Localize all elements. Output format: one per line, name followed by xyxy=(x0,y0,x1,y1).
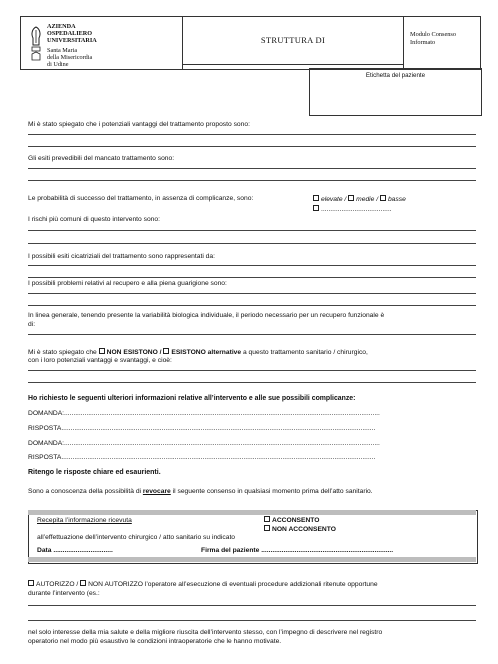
consent-box-bottom-band xyxy=(28,557,476,562)
effettuazione-text: all’effettuazione dell’intervento chirurgico / atto sanitario su indicato xyxy=(37,534,236,541)
authorize-separator: / xyxy=(76,581,79,588)
autorizzo-label: AUTORIZZO xyxy=(36,581,75,588)
probability-options: elevate / medie / basse xyxy=(313,195,406,204)
module-line: Modulo Consenso xyxy=(410,31,457,38)
answer-line[interactable] xyxy=(28,605,476,606)
date-field[interactable]: Data ................................ xyxy=(37,547,113,554)
revoke-statement xyxy=(28,488,373,496)
logo-line: di Udine xyxy=(47,61,69,68)
module-line: Informato xyxy=(410,39,436,46)
structure-fill-line xyxy=(183,64,403,65)
answer-line[interactable] xyxy=(28,334,476,335)
answer-line[interactable] xyxy=(28,146,476,147)
final-statement: nel solo interesse della mia salute e della migliore riuscita dell’intervento stesso, con l’impegno di descrivere nel registro xyxy=(28,629,383,636)
alt-prefix: Mi è stato spiegato che xyxy=(28,349,97,356)
alt-suffix: a questo trattamento sanitario / chirurgico, xyxy=(242,349,368,356)
elevate-checkbox[interactable] xyxy=(313,195,319,201)
revoke-suffix: il seguente consenso in qualsiasi momento prima dell’atto sanitario. xyxy=(172,488,373,495)
success-probability-question: Le probabilità di successo del trattamento, in assenza di complicanze, sono: xyxy=(28,195,254,202)
additional-info-heading: Ho richiesto le seguenti ulteriori informazioni relative all’intervento e alle sue possibili complicanze: xyxy=(28,395,356,402)
authorize-line xyxy=(28,580,378,589)
consent-box-top-band xyxy=(28,510,476,515)
advantages-question: Mi è stato spiegato che i potenziali vantaggi del trattamento proposto sono: xyxy=(28,121,250,128)
acconsento-checkbox[interactable] xyxy=(264,516,270,522)
non-esistono-checkbox[interactable] xyxy=(99,348,105,354)
probability-other xyxy=(313,205,392,214)
answer-line[interactable] xyxy=(28,134,476,135)
esistono-checkbox[interactable] xyxy=(163,348,169,354)
logo-line: della Misericordia xyxy=(47,54,93,61)
received-info-label: Recepita l’informazione ricevuta xyxy=(37,517,132,524)
risposta-row[interactable]: RISPOSTA......................................................................................................................................................................... xyxy=(28,425,376,432)
revoke-word: revocare xyxy=(142,488,171,495)
answer-line[interactable] xyxy=(28,620,476,621)
risks-question: I rischi più comuni di questo intervento sono: xyxy=(28,216,160,223)
non-autorizzo-label: NON AUTORIZZO xyxy=(88,581,143,588)
patient-signature-field[interactable]: Firma del paziente ....................................................................... xyxy=(201,547,394,554)
acconsento-label: ACCONSENTO xyxy=(272,517,320,524)
other-checkbox[interactable] xyxy=(313,205,319,211)
authorize-line-2: durante l’intervento (es.: xyxy=(28,590,100,597)
answer-line[interactable] xyxy=(28,370,476,371)
basse-checkbox[interactable] xyxy=(380,195,386,201)
medie-label: medie xyxy=(356,196,375,203)
logo-line: AZIENDA xyxy=(47,23,76,30)
patient-label-caption: Etichetta del paziente xyxy=(365,72,426,79)
elevate-label: elevate xyxy=(321,196,343,203)
medie-checkbox[interactable] xyxy=(348,195,354,201)
answer-line[interactable] xyxy=(28,230,476,231)
alternatives-line xyxy=(28,348,368,357)
logo-line: Santa Maria xyxy=(47,47,78,54)
patient-label-box[interactable] xyxy=(309,68,482,116)
form-header xyxy=(20,16,480,114)
alt-separator: / xyxy=(159,349,162,356)
non-autorizzo-checkbox[interactable] xyxy=(80,580,86,586)
logo-text xyxy=(47,23,97,68)
risposta-row[interactable]: RISPOSTA......................................................................................................................................................................... xyxy=(28,454,376,461)
basse-label: basse xyxy=(387,196,406,203)
logo-cell xyxy=(20,16,183,70)
module-cell xyxy=(402,16,481,70)
alternatives-line-2: con i loro potenziali vantaggi e svantaggi, e cioè: xyxy=(28,357,172,364)
answer-line[interactable] xyxy=(28,277,476,278)
answer-line[interactable] xyxy=(28,305,476,306)
other-fill[interactable]: ...................................... xyxy=(321,206,392,213)
acconsento-option[interactable] xyxy=(264,516,319,525)
final-statement-2: operatorio nel modo più esaustivo le condizioni intraoperatorie che le hanno motivate. xyxy=(28,638,282,645)
recovery-period-text-2: di: xyxy=(28,321,36,328)
recovery-question: I possibili problemi relativi al recupero e alla piena guarigione sono: xyxy=(28,280,227,287)
answer-line[interactable] xyxy=(28,382,476,383)
answer-line[interactable] xyxy=(28,180,476,181)
answer-line[interactable] xyxy=(28,243,476,244)
non-acconsento-label: NON ACCONSENTO xyxy=(272,526,336,533)
autorizzo-checkbox[interactable] xyxy=(28,580,34,586)
module-name xyxy=(410,31,456,47)
domanda-row[interactable]: DOMANDA:.......................................................................................................................................................................... xyxy=(28,410,380,417)
non-acconsento-checkbox[interactable] xyxy=(264,525,270,531)
logo-line: UNIVERSITARIA xyxy=(47,37,97,44)
structure-cell xyxy=(182,16,404,70)
authorize-text: l’operatore all’esecuzione di eventuali procedure addizionali ritenute opportune xyxy=(144,581,378,588)
scars-question: I possibili esiti cicatriziali del trattamento sono rappresentati da: xyxy=(28,253,215,260)
non-acconsento-option[interactable] xyxy=(264,525,336,534)
page-title: STRUTTURA DI xyxy=(260,35,326,45)
hospital-emblem-icon xyxy=(29,25,43,63)
logo-line: OSPEDALIERO xyxy=(47,30,93,37)
clear-answers-statement: Ritengo le risposte chiare ed esaurienti. xyxy=(28,469,161,476)
answer-line[interactable] xyxy=(28,265,476,266)
esistono-label: ESISTONO alternative xyxy=(171,349,242,356)
recovery-period-text: In linea generale, tenendo presente la variabilità biologica individuale, il periodo necessario per un recupero funzionale è xyxy=(28,312,385,319)
domanda-row[interactable]: DOMANDA:.......................................................................................................................................................................... xyxy=(28,440,380,447)
non-esistono-label: NON ESISTONO xyxy=(106,349,158,356)
answer-line[interactable] xyxy=(28,168,476,169)
outcomes-question: Gli esiti prevedibili del mancato trattamento sono: xyxy=(28,155,175,162)
revoke-prefix: Sono a conoscenza della possibilità di xyxy=(28,488,142,495)
answer-line[interactable] xyxy=(28,293,476,294)
